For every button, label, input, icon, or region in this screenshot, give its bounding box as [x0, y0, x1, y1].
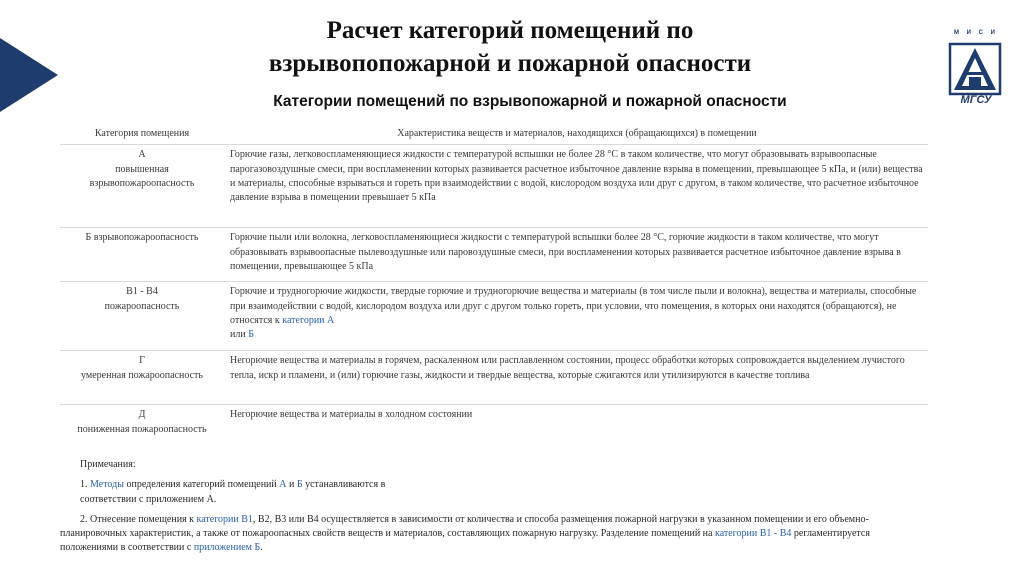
table-row [60, 350, 928, 404]
university-building-logo-icon [948, 42, 1002, 96]
link-category-b[interactable]: Б [296, 479, 303, 491]
category-cell [60, 405, 224, 441]
characteristic-cell: Негорючие вещества и материалы в холодном состоянии [230, 409, 473, 421]
table-row [60, 144, 928, 227]
header-characteristic: Характеристика веществ и материалов, находящихся (обращающихся) в помещении [397, 128, 757, 139]
note-text: 2. Отнесение помещения к [80, 513, 194, 525]
category-line: взрывопожароопасность [89, 177, 195, 189]
table-header-row [60, 124, 928, 144]
category-line: пожароопасность [104, 300, 180, 312]
link-category-a[interactable]: категории А [282, 314, 335, 326]
table-row [60, 227, 928, 281]
note-2 [60, 513, 928, 556]
note-1 [60, 478, 928, 507]
category-line: пониженная пожароопасность [77, 423, 207, 435]
characteristic-cell: Горючие газы, легковоспламеняющиеся жидкости с температурой вспышки не более 28 °С в таком количестве, что могут образовывать взрывоопасные парогазовоздушные смеси, при воспламенении которых развивается расчетное избыточное давление взрыва в помещении, превышающее 5 кПа, и (или) вещества и материалы, способные взрываться и гореть при взаимодействии с водой, кислородом воздуха или друг с другом, в таком количестве, что расчетное избыточное давление взрыва в помещении превышает 5 кПа [230, 149, 923, 204]
characteristic-cell: Негорючие вещества и материалы в горячем, раскаленном или расплавленном состоянии, процесс обработки которых сопровождается выделением лучистого тепла, искр и пламени, и (или) горючие газы, жидкости и твердые вещества, которые сжигаются или утилизируются в качестве топлива [230, 355, 905, 381]
category-line: повышенная [115, 163, 169, 175]
page-subtitle: Категории помещений по взрывопожарной и пожарной опасности [273, 93, 787, 110]
characteristic-cell [224, 282, 928, 350]
note-text: . [260, 542, 263, 554]
note-text: , В2, В3 или В4 осуществляется в зависимости от количества и способа размещения пожарной нагрузки в указанном помещении и его объемно-планировочных характеристик, а также от пожароопасных свойств веществ и материалов, составляющих пожарную нагрузку. Разделение помещений на [60, 513, 869, 540]
link-category-b1[interactable]: категории В1 [196, 513, 253, 525]
category-letter: Д [138, 409, 146, 421]
logo-bottom-text: МГСУ [960, 94, 992, 106]
link-categories-b1-b4[interactable]: категории В1 - В4 [714, 528, 792, 540]
page-title [180, 14, 840, 80]
title-line-1: Расчет категорий помещений по [326, 17, 694, 44]
category-cell [60, 282, 224, 350]
characteristic-cell: Горючие пыли или волокна, легковоспламеняющиеся жидкости с температурой вспышки более 28 °С, горючие жидкости в таком количестве, что могут образовывать взрывоопасные пылевоздушные или паровоздушные смеси, при воспламенении которых развивается расчетное избыточное давление взрыва в помещении, превышающее 5 кПа [230, 232, 901, 272]
link-category-a[interactable]: А [279, 479, 287, 491]
link-methods[interactable]: Методы [90, 479, 124, 491]
logo-top-text: М И С И [954, 30, 998, 36]
note-text: и [289, 479, 295, 491]
note-text: определения категорий помещений [126, 479, 277, 491]
note-text: соответствии с приложением А. [80, 493, 217, 505]
characteristic-text: Горючие и трудногорючие жидкости, твердые горючие и трудногорючие вещества и материалы (в том числе пыли и волокна), вещества и материалы, способные при взаимодействии с водой, кислородом воздуха или друг с другом только гореть, при условии, что помещения, в которых они находятся (обращаются), не относятся к [230, 286, 917, 326]
characteristic-text: или [230, 329, 246, 341]
header-category: Категория помещения [94, 128, 190, 139]
table-row [60, 281, 928, 350]
category-cell [60, 145, 224, 227]
link-category-b[interactable]: Б [248, 329, 254, 341]
table-row [60, 404, 928, 441]
university-logo [948, 30, 1004, 110]
category-letter: А [138, 149, 146, 161]
categories-table [60, 124, 928, 441]
category-line: Б взрывопожароопасность [85, 232, 199, 244]
note-text: регламентируется положениями в соответствии с [60, 528, 870, 554]
category-letter: В1 - В4 [126, 286, 158, 298]
category-letter: Г [139, 355, 145, 367]
notes-heading: Примечания: [80, 459, 136, 470]
category-cell [60, 228, 224, 281]
title-line-2: взрывопопожарной и пожарной опасности [268, 50, 752, 77]
category-cell [60, 351, 224, 404]
notes-section [60, 458, 928, 556]
category-line: умеренная пожароопасность [81, 369, 203, 381]
decorative-arrow [0, 38, 58, 112]
note-text: устанавливаются в [305, 479, 386, 491]
link-appendix-b[interactable]: приложением Б [193, 542, 261, 554]
note-number: 1. [80, 479, 88, 491]
